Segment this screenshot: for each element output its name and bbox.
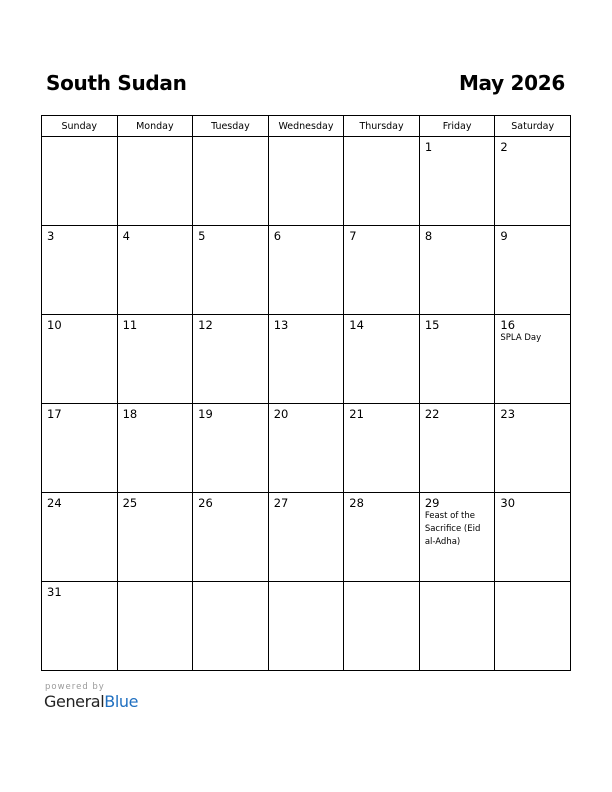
holiday-label: Feast of the Sacrifice (Eid al-Adha) xyxy=(424,511,481,547)
day-cell xyxy=(42,493,118,582)
day-cell xyxy=(42,404,118,493)
day-cell xyxy=(42,315,118,404)
day-number xyxy=(344,582,419,586)
day-cell xyxy=(117,226,193,315)
day-number: 4 xyxy=(122,229,130,243)
brand-name xyxy=(44,692,138,712)
day-cell xyxy=(193,404,269,493)
week-row-1 xyxy=(42,137,571,226)
day-cell xyxy=(193,315,269,404)
day-cell xyxy=(495,404,571,493)
weekday-wednesday: Wednesday xyxy=(268,116,344,137)
day-cell xyxy=(117,493,193,582)
day-cell xyxy=(42,582,118,671)
day-cell xyxy=(42,137,118,226)
day-number: 23 xyxy=(500,407,516,421)
brand-general: General xyxy=(44,692,105,711)
day-number xyxy=(118,582,193,586)
day-cell xyxy=(419,404,495,493)
day-number: 7 xyxy=(349,229,357,243)
day-number: 29 xyxy=(424,496,440,510)
day-cell xyxy=(495,226,571,315)
week-row-2 xyxy=(42,226,571,315)
day-number: 5 xyxy=(198,229,206,243)
day-cell xyxy=(117,315,193,404)
day-cell xyxy=(419,137,495,226)
day-number: 3 xyxy=(47,229,55,243)
day-cell xyxy=(117,404,193,493)
day-number: 9 xyxy=(500,229,508,243)
day-cell xyxy=(193,137,269,226)
day-number xyxy=(269,137,344,141)
day-cell xyxy=(419,582,495,671)
day-number xyxy=(193,582,268,586)
day-number: 17 xyxy=(47,407,62,421)
week-row-4 xyxy=(42,404,571,493)
day-cell xyxy=(268,137,344,226)
day-number: 31 xyxy=(47,585,62,599)
day-cell xyxy=(419,315,495,404)
week-row-3 xyxy=(42,315,571,404)
day-number: 19 xyxy=(198,407,213,421)
day-number: 16 xyxy=(500,318,516,332)
day-number: 24 xyxy=(47,496,62,510)
day-cell xyxy=(117,137,193,226)
weekday-monday: Monday xyxy=(117,116,193,137)
day-number: 6 xyxy=(273,229,282,243)
day-cell xyxy=(344,493,420,582)
day-number: 30 xyxy=(500,496,516,510)
day-cell xyxy=(117,582,193,671)
day-number xyxy=(344,137,419,141)
day-number xyxy=(495,582,570,586)
day-number: 18 xyxy=(122,407,138,421)
day-cell xyxy=(344,404,420,493)
day-number: 2 xyxy=(500,140,508,154)
day-number xyxy=(269,582,344,586)
day-cell xyxy=(268,404,344,493)
day-number: 28 xyxy=(349,496,364,510)
day-cell xyxy=(193,493,269,582)
weekday-friday: Friday xyxy=(419,116,495,137)
generalblue-logo[interactable] xyxy=(44,682,138,712)
weekday-header-row xyxy=(42,116,571,137)
day-number: 13 xyxy=(273,318,289,332)
day-number xyxy=(118,137,193,141)
day-cell xyxy=(344,137,420,226)
day-cell xyxy=(495,137,571,226)
day-cell xyxy=(495,315,571,404)
day-number: 25 xyxy=(122,496,138,510)
day-number: 10 xyxy=(47,318,62,332)
brand-blue: Blue xyxy=(104,692,139,711)
day-number: 8 xyxy=(424,229,433,243)
day-number: 22 xyxy=(424,407,440,421)
day-cell xyxy=(344,226,420,315)
weekday-tuesday: Tuesday xyxy=(193,116,269,137)
day-number: 20 xyxy=(273,407,289,421)
day-number: 11 xyxy=(122,318,138,332)
day-cell xyxy=(42,226,118,315)
day-cell xyxy=(495,493,571,582)
powered-by-text: powered by xyxy=(45,682,105,692)
month-year-title: May 2026 xyxy=(458,71,565,95)
weekday-thursday: Thursday xyxy=(344,116,420,137)
day-cell xyxy=(268,315,344,404)
day-cell xyxy=(268,582,344,671)
day-cell xyxy=(268,493,344,582)
day-cell xyxy=(495,582,571,671)
weekday-saturday: Saturday xyxy=(495,116,571,137)
week-row-5 xyxy=(42,493,571,582)
day-cell xyxy=(344,582,420,671)
day-number: 21 xyxy=(349,407,364,421)
day-cell xyxy=(193,226,269,315)
day-cell xyxy=(419,226,495,315)
day-number: 27 xyxy=(273,496,289,510)
day-cell xyxy=(193,582,269,671)
day-number xyxy=(193,137,268,141)
holiday-label: SPLA Day xyxy=(500,333,542,343)
day-number: 26 xyxy=(198,496,213,510)
day-cell xyxy=(268,226,344,315)
weekday-sunday: Sunday xyxy=(42,116,118,137)
country-title: South Sudan xyxy=(46,71,187,95)
day-number: 14 xyxy=(349,318,364,332)
calendar-grid xyxy=(41,115,571,671)
day-number: 1 xyxy=(424,140,433,154)
day-number: 15 xyxy=(424,318,440,332)
day-number: 12 xyxy=(198,318,213,332)
day-number xyxy=(42,137,117,141)
day-cell xyxy=(344,315,420,404)
week-row-6 xyxy=(42,582,571,671)
day-number xyxy=(420,582,495,586)
day-cell xyxy=(419,493,495,582)
